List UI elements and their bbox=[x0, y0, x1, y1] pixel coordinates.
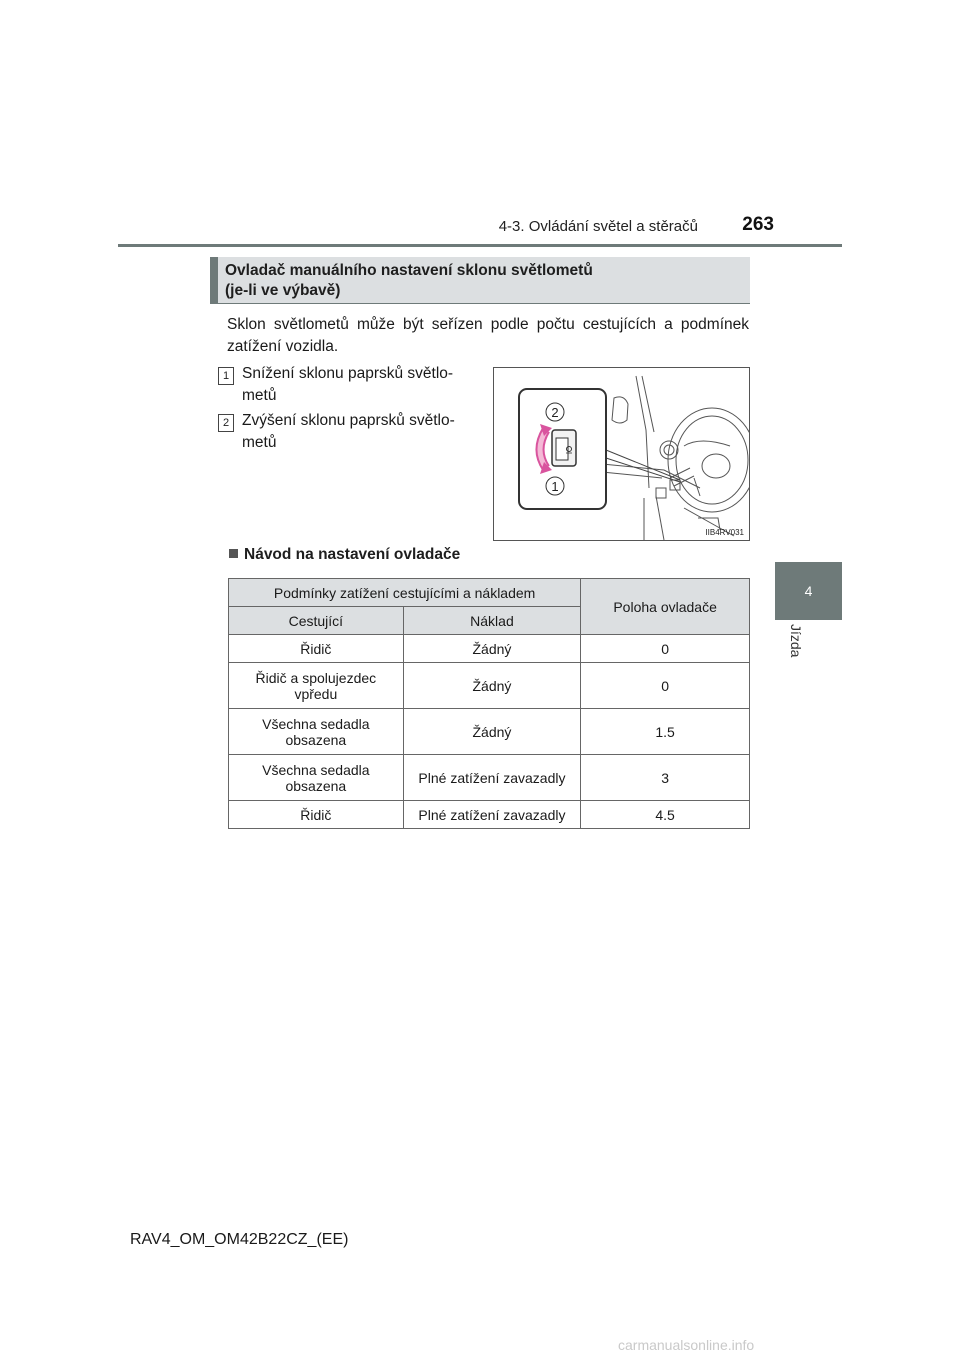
intro-paragraph: Sklon světlometů může být seřízen podle počtu cestujících a podmínek zatížení vozidla. bbox=[227, 316, 749, 355]
cell-cargo: Žádný bbox=[403, 635, 581, 663]
running-header-section: 4-3. Ovládání světel a stěračů bbox=[498, 218, 698, 235]
dashboard-illustration bbox=[494, 368, 750, 541]
item-1-line-1: Snížení sklonu paprsků světlo- bbox=[242, 365, 454, 382]
table-row bbox=[229, 709, 750, 755]
headlight-leveling-figure bbox=[493, 367, 750, 541]
cell-position: 1.5 bbox=[581, 709, 750, 755]
header-position: Poloha ovladače bbox=[581, 579, 750, 635]
item-1-text bbox=[242, 363, 482, 407]
header-cargo: Náklad bbox=[403, 607, 581, 635]
watermark[interactable]: carmanualsonline.info bbox=[618, 1337, 755, 1353]
cell-passengers: Řidič bbox=[229, 635, 404, 663]
section-title-box bbox=[210, 257, 750, 304]
table-header-row-1 bbox=[229, 579, 750, 607]
header-passengers: Cestující bbox=[229, 607, 404, 635]
cell-passengers: Řidič a spolujezdec vpředu bbox=[229, 663, 404, 709]
item-1-line-2: metů bbox=[242, 387, 277, 404]
cell-cargo: Plné zatížení zavazadly bbox=[403, 801, 581, 829]
item-1-number-badge: 1 bbox=[218, 367, 234, 385]
chapter-tab[interactable] bbox=[775, 562, 842, 620]
cell-position: 4.5 bbox=[581, 801, 750, 829]
item-2-text bbox=[242, 410, 482, 454]
cell-position: 0 bbox=[581, 663, 750, 709]
section-title-line-1: Ovladač manuálního nastavení sklonu světlometů bbox=[225, 262, 593, 279]
page-number: 263 bbox=[742, 214, 774, 235]
chapter-number: 4 bbox=[804, 583, 813, 599]
square-bullet-icon bbox=[229, 549, 238, 558]
table-row bbox=[229, 663, 750, 709]
cell-passengers: Všechna sedadla obsazena bbox=[229, 755, 404, 801]
adjustment-table bbox=[228, 578, 750, 829]
table-row bbox=[229, 635, 750, 663]
table-subheading-text: Návod na nastavení ovladače bbox=[244, 546, 461, 563]
table-subheading bbox=[229, 546, 460, 564]
item-2-line-2: metů bbox=[242, 434, 277, 451]
table-row bbox=[229, 755, 750, 801]
cell-passengers: Všechna sedadla obsazena bbox=[229, 709, 404, 755]
document-code-footer: RAV4_OM_OM42B22CZ_(EE) bbox=[130, 1231, 349, 1248]
cell-cargo: Žádný bbox=[403, 663, 581, 709]
cell-cargo: Plné zatížení zavazadly bbox=[403, 755, 581, 801]
table-row bbox=[229, 801, 750, 829]
chapter-label-text: Jízda bbox=[788, 624, 804, 658]
figure-code: IIB4RV031 bbox=[705, 528, 744, 537]
cell-passengers: Řidič bbox=[229, 801, 404, 829]
cell-position: 3 bbox=[581, 755, 750, 801]
header-rule bbox=[118, 244, 842, 247]
item-2-line-1: Zvýšení sklonu paprsků světlo- bbox=[242, 412, 455, 429]
header-load-conditions: Podmínky zatížení cestujícími a nákladem bbox=[229, 579, 581, 607]
chapter-label bbox=[784, 622, 808, 682]
figure-callout-1: 1 bbox=[551, 479, 559, 494]
section-title-line-2: (je-li ve výbavě) bbox=[225, 282, 341, 299]
item-2-number-badge: 2 bbox=[218, 414, 234, 432]
cell-cargo: Žádný bbox=[403, 709, 581, 755]
figure-callout-2: 2 bbox=[551, 405, 559, 420]
cell-position: 0 bbox=[581, 635, 750, 663]
